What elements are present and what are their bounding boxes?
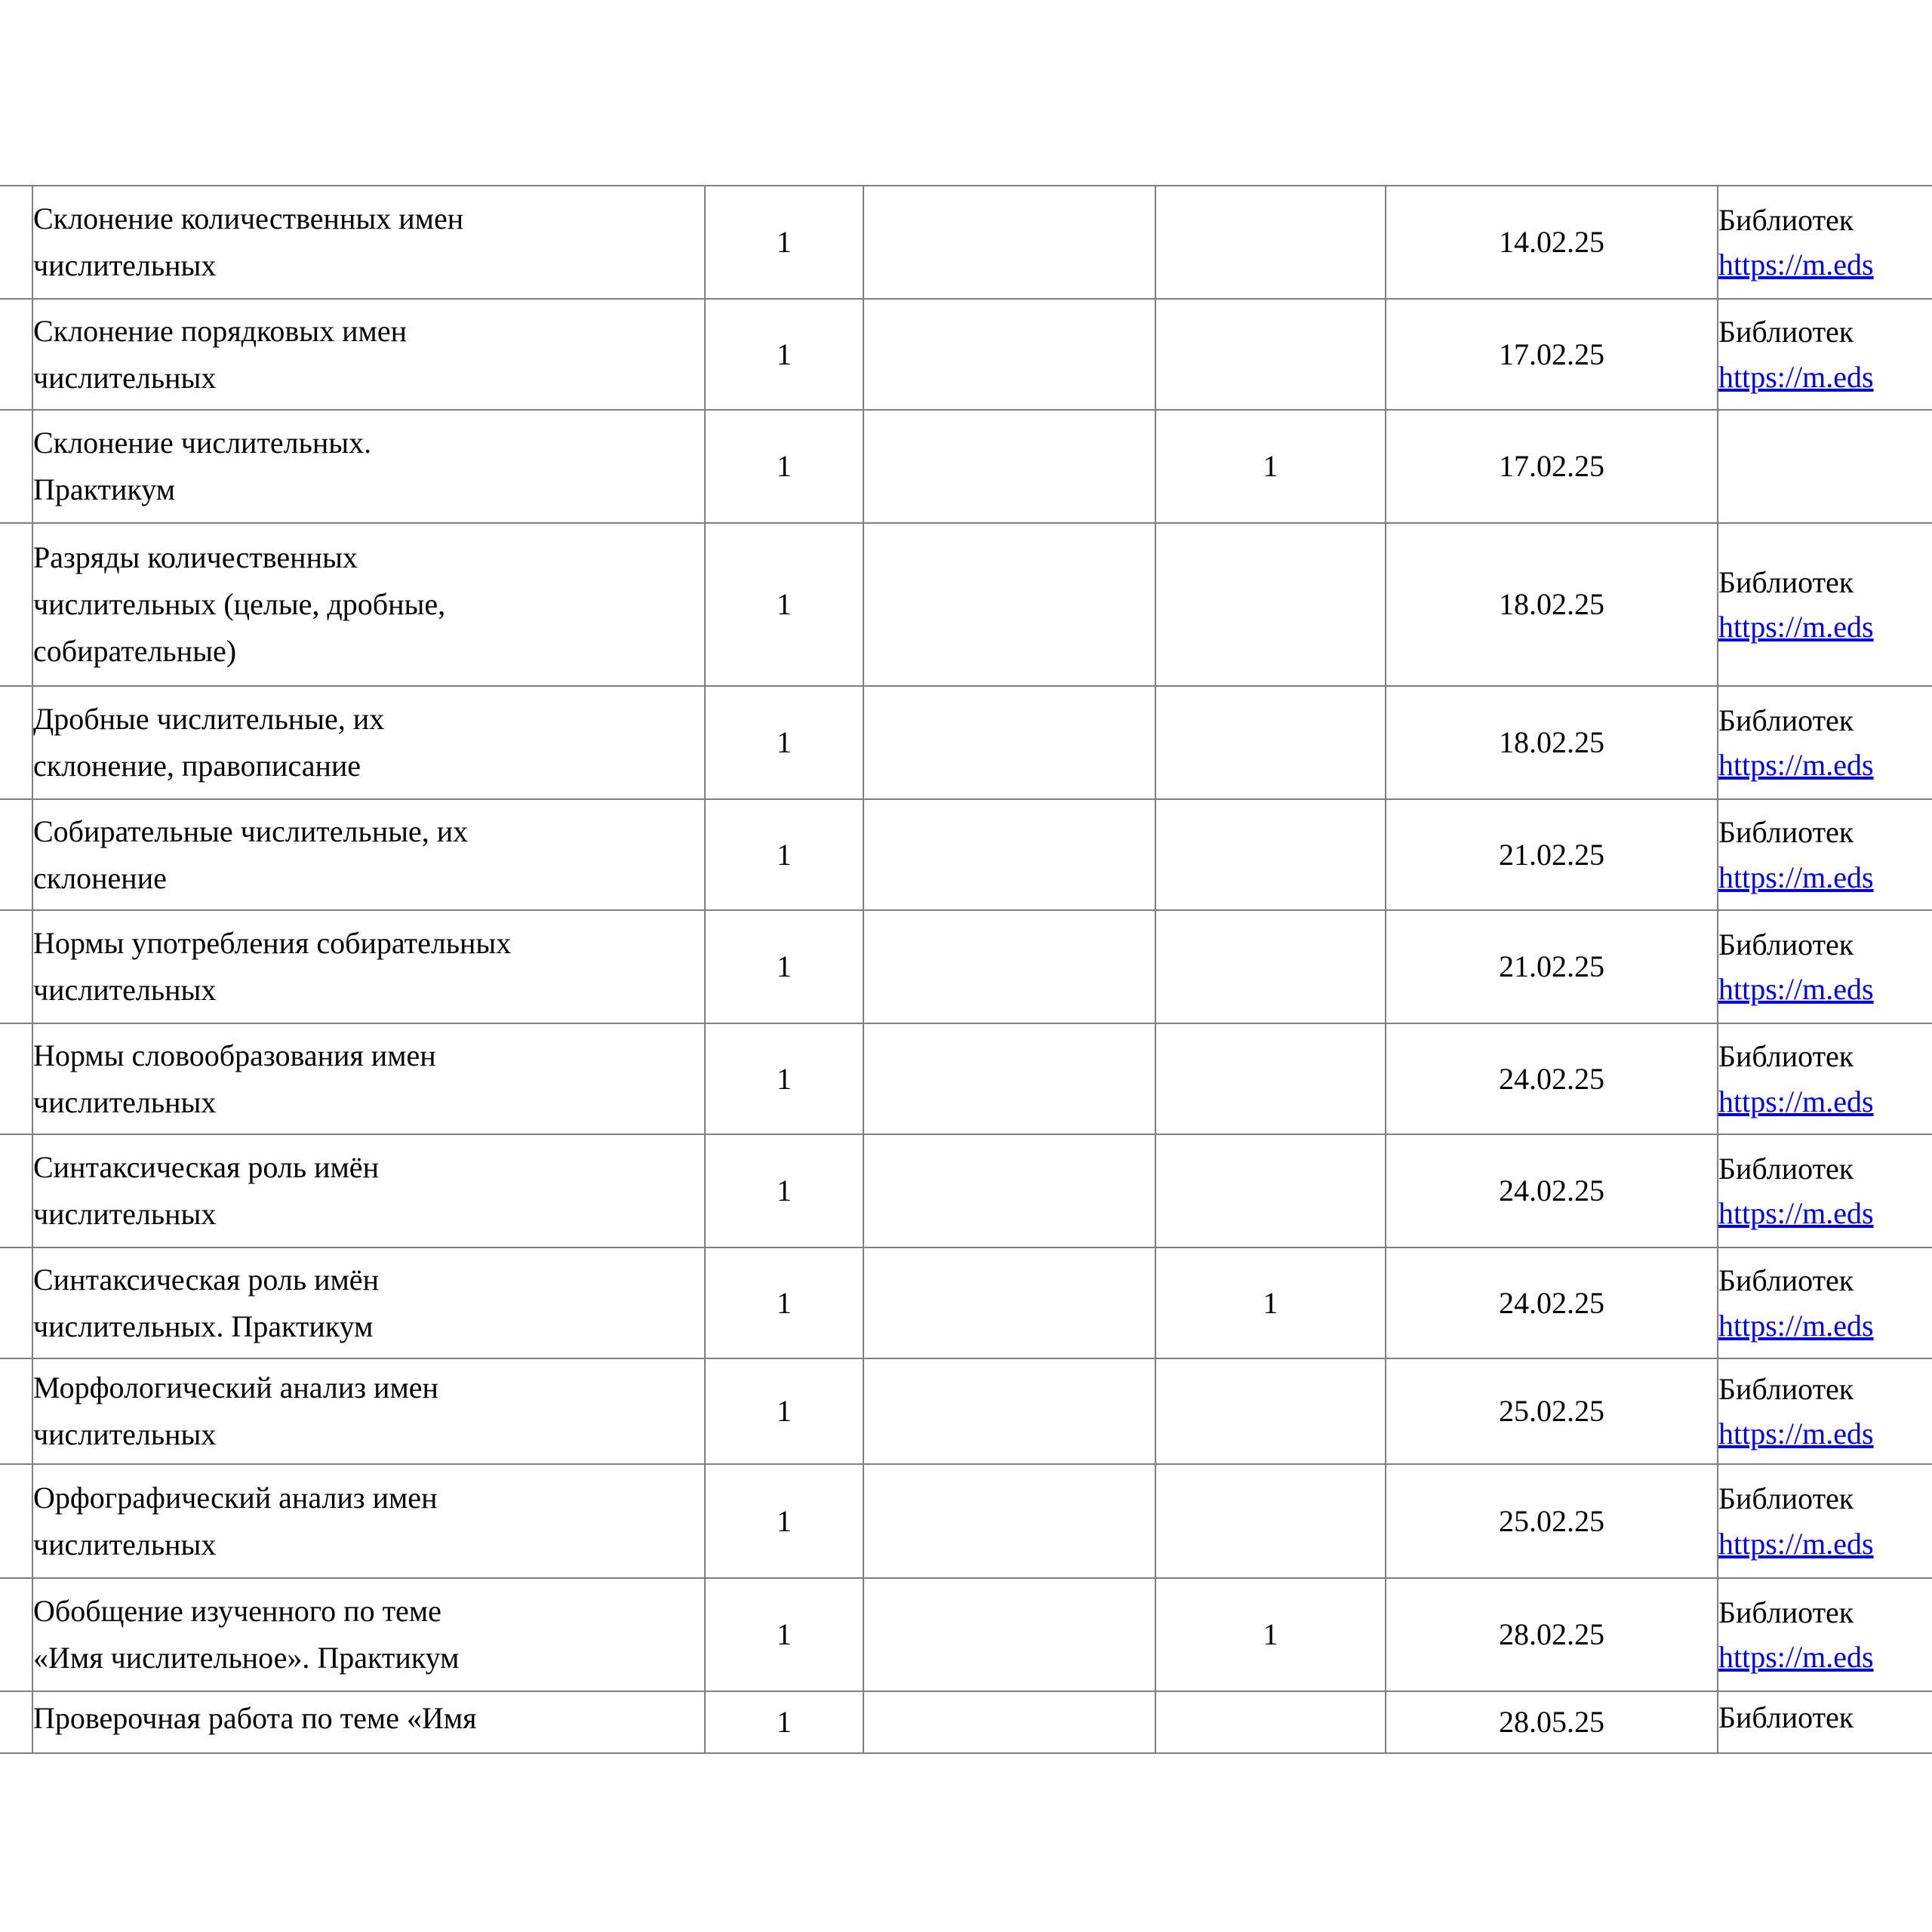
resource-hyperlink[interactable]: https://m.eds bbox=[1718, 1417, 1874, 1451]
row-ordinal-cell bbox=[0, 410, 32, 523]
topic-line: Синтаксическая роль имён bbox=[33, 1262, 379, 1297]
topic-line: Орфографический анализ имен bbox=[33, 1480, 438, 1515]
resource-cell bbox=[1718, 1578, 1932, 1691]
row-ordinal-cell bbox=[0, 1691, 32, 1753]
practical-work-cell bbox=[1155, 1358, 1386, 1464]
topic-cell bbox=[32, 1134, 705, 1247]
resource-hyperlink[interactable]: https://m.eds bbox=[1718, 860, 1874, 894]
table-row bbox=[0, 1691, 1932, 1753]
resource-hyperlink[interactable]: https://m.eds bbox=[1718, 248, 1874, 281]
topic-cell bbox=[32, 910, 705, 1023]
topic-line: Практикум bbox=[33, 472, 176, 506]
topic-line: Нормы употребления собирательных bbox=[33, 926, 512, 960]
control-work-cell bbox=[863, 1578, 1155, 1691]
practical-work-cell: 1 bbox=[1155, 410, 1386, 523]
resource-cell bbox=[1718, 1247, 1932, 1358]
hours-cell: 1 bbox=[705, 910, 863, 1023]
topic-line: числительных bbox=[33, 360, 217, 395]
table-viewport bbox=[0, 185, 1932, 1754]
practical-work-cell bbox=[1155, 523, 1386, 686]
row-ordinal-cell bbox=[0, 1023, 32, 1134]
resource-cell bbox=[1718, 686, 1932, 799]
practical-work-cell bbox=[1155, 186, 1386, 299]
date-cell: 18.02.25 bbox=[1386, 523, 1718, 686]
row-ordinal-cell bbox=[0, 1358, 32, 1464]
hours-cell: 1 bbox=[705, 1578, 863, 1691]
row-ordinal-cell bbox=[0, 910, 32, 1023]
resource-label: Библиотек bbox=[1718, 1700, 1854, 1734]
resource-label: Библиотек bbox=[1718, 927, 1854, 961]
table-row bbox=[0, 299, 1932, 410]
hours-cell: 1 bbox=[705, 1134, 863, 1247]
resource-label: Библиотек bbox=[1718, 815, 1854, 850]
hours-cell: 1 bbox=[705, 1358, 863, 1464]
hours-cell: 1 bbox=[705, 1464, 863, 1578]
date-cell: 18.02.25 bbox=[1386, 686, 1718, 799]
topic-cell bbox=[32, 523, 705, 686]
table-row bbox=[0, 186, 1932, 299]
resource-cell bbox=[1718, 1691, 1932, 1753]
resource-cell bbox=[1718, 910, 1932, 1023]
topic-cell bbox=[32, 1691, 705, 1753]
topic-line: Морфологический анализ имен bbox=[33, 1371, 438, 1404]
control-work-cell bbox=[863, 186, 1155, 299]
hours-cell: 1 bbox=[705, 299, 863, 410]
resource-label: Библиотек bbox=[1718, 1151, 1854, 1186]
resource-hyperlink[interactable]: https://m.eds bbox=[1718, 610, 1874, 644]
topic-line: Проверочная работа по теме «Имя bbox=[33, 1701, 477, 1735]
topic-cell bbox=[32, 1578, 705, 1691]
hours-cell: 1 bbox=[705, 1691, 863, 1753]
resource-label: Библиотек bbox=[1718, 1595, 1854, 1629]
table-row bbox=[0, 523, 1932, 686]
resource-cell bbox=[1718, 299, 1932, 410]
resource-label: Библиотек bbox=[1718, 1263, 1854, 1298]
resource-hyperlink[interactable]: https://m.eds bbox=[1718, 1084, 1874, 1118]
control-work-cell bbox=[863, 1134, 1155, 1247]
control-work-cell bbox=[863, 686, 1155, 799]
topic-cell bbox=[32, 799, 705, 910]
resource-label: Библиотек bbox=[1718, 202, 1854, 237]
resource-hyperlink[interactable]: https://m.eds bbox=[1718, 1640, 1874, 1674]
topic-line: числительных bbox=[33, 1417, 217, 1451]
date-cell: 21.02.25 bbox=[1386, 799, 1718, 910]
topic-cell bbox=[32, 299, 705, 410]
row-ordinal-cell bbox=[0, 1134, 32, 1247]
control-work-cell bbox=[863, 1358, 1155, 1464]
topic-cell bbox=[32, 186, 705, 299]
resource-hyperlink[interactable]: https://m.eds bbox=[1718, 359, 1874, 394]
date-cell: 25.02.25 bbox=[1386, 1358, 1718, 1464]
row-ordinal-cell bbox=[0, 299, 32, 410]
control-work-cell bbox=[863, 1247, 1155, 1358]
topic-line: числительных bbox=[33, 248, 217, 282]
resource-label: Библиотек bbox=[1718, 315, 1854, 349]
control-work-cell bbox=[863, 410, 1155, 523]
topic-line: Синтаксическая роль имён bbox=[33, 1150, 379, 1184]
date-cell: 17.02.25 bbox=[1386, 410, 1718, 523]
resource-hyperlink[interactable]: https://m.eds bbox=[1718, 748, 1874, 782]
table-row bbox=[0, 1578, 1932, 1691]
table-row bbox=[0, 1023, 1932, 1134]
practical-work-cell bbox=[1155, 686, 1386, 799]
topic-line: Склонение количественных имен bbox=[33, 202, 464, 235]
hours-cell: 1 bbox=[705, 186, 863, 299]
control-work-cell bbox=[863, 1023, 1155, 1134]
practical-work-cell bbox=[1155, 1691, 1386, 1753]
resource-label: Библиотек bbox=[1718, 703, 1854, 737]
topic-line: Разряды количественных bbox=[33, 540, 358, 574]
date-cell: 17.02.25 bbox=[1386, 299, 1718, 410]
date-cell: 14.02.25 bbox=[1386, 186, 1718, 299]
topic-cell bbox=[32, 1464, 705, 1578]
lesson-plan-table bbox=[0, 185, 1932, 1754]
topic-line: числительных (целые, дробные, bbox=[33, 587, 446, 621]
hours-cell: 1 bbox=[705, 799, 863, 910]
topic-line: Нормы словообразования имен bbox=[33, 1038, 436, 1072]
date-cell: 24.02.25 bbox=[1386, 1134, 1718, 1247]
topic-line: склонение, правописание bbox=[33, 749, 361, 783]
control-work-cell bbox=[863, 523, 1155, 686]
row-ordinal-cell bbox=[0, 1247, 32, 1358]
resource-hyperlink[interactable]: https://m.eds bbox=[1718, 972, 1874, 1006]
date-cell: 24.02.25 bbox=[1386, 1247, 1718, 1358]
resource-cell bbox=[1718, 410, 1932, 523]
topic-line: числительных bbox=[33, 1527, 217, 1561]
date-cell: 25.02.25 bbox=[1386, 1464, 1718, 1578]
topic-line: Обобщение изученного по теме bbox=[33, 1594, 441, 1628]
date-cell: 24.02.25 bbox=[1386, 1023, 1718, 1134]
row-ordinal-cell bbox=[0, 1464, 32, 1578]
table-row bbox=[0, 799, 1932, 910]
resource-hyperlink[interactable]: https://m.eds bbox=[1718, 1196, 1874, 1230]
table-row bbox=[0, 410, 1932, 523]
row-ordinal-cell bbox=[0, 1578, 32, 1691]
topic-line: собирательные) bbox=[33, 634, 237, 668]
topic-line: «Имя числительное». Практикум bbox=[33, 1641, 460, 1675]
date-cell: 28.05.25 bbox=[1386, 1691, 1718, 1753]
table-row bbox=[0, 910, 1932, 1023]
control-work-cell bbox=[863, 799, 1155, 910]
resource-label: Библиотек bbox=[1718, 1481, 1854, 1516]
practical-work-cell bbox=[1155, 1464, 1386, 1578]
topic-line: Дробные числительные, их bbox=[33, 702, 385, 736]
table-row bbox=[0, 1247, 1932, 1358]
topic-line: числительных bbox=[33, 1197, 217, 1231]
topic-line: Склонение числительных. bbox=[33, 426, 372, 460]
topic-cell bbox=[32, 1358, 705, 1464]
row-ordinal-cell bbox=[0, 686, 32, 799]
resource-label: Библиотек bbox=[1718, 1371, 1854, 1406]
date-cell: 21.02.25 bbox=[1386, 910, 1718, 1023]
hours-cell: 1 bbox=[705, 1023, 863, 1134]
topic-cell bbox=[32, 686, 705, 799]
control-work-cell bbox=[863, 910, 1155, 1023]
topic-line: числительных. Практикум bbox=[33, 1309, 374, 1343]
date-cell: 28.02.25 bbox=[1386, 1578, 1718, 1691]
topic-line: Собирательные числительные, их bbox=[33, 814, 469, 848]
table-row bbox=[0, 1358, 1932, 1464]
table-row bbox=[0, 1464, 1932, 1578]
table-row bbox=[0, 686, 1932, 799]
hours-cell: 1 bbox=[705, 686, 863, 799]
topic-cell bbox=[32, 1247, 705, 1358]
practical-work-cell bbox=[1155, 1023, 1386, 1134]
hours-cell: 1 bbox=[705, 523, 863, 686]
resource-cell bbox=[1718, 799, 1932, 910]
resource-cell bbox=[1718, 1134, 1932, 1247]
practical-work-cell: 1 bbox=[1155, 1578, 1386, 1691]
resource-hyperlink[interactable]: https://m.eds bbox=[1718, 1308, 1874, 1343]
practical-work-cell bbox=[1155, 1134, 1386, 1247]
practical-work-cell bbox=[1155, 799, 1386, 910]
hours-cell: 1 bbox=[705, 410, 863, 523]
resource-cell bbox=[1718, 523, 1932, 686]
resource-cell bbox=[1718, 1023, 1932, 1134]
control-work-cell bbox=[863, 1691, 1155, 1753]
practical-work-cell bbox=[1155, 299, 1386, 410]
topic-cell bbox=[32, 1023, 705, 1134]
row-ordinal-cell bbox=[0, 523, 32, 686]
table-body bbox=[0, 186, 1932, 1753]
row-ordinal-cell bbox=[0, 799, 32, 910]
topic-cell bbox=[32, 410, 705, 523]
control-work-cell bbox=[863, 299, 1155, 410]
table-row bbox=[0, 1134, 1932, 1247]
resource-cell bbox=[1718, 1358, 1932, 1464]
resource-cell bbox=[1718, 186, 1932, 299]
resource-cell bbox=[1718, 1464, 1932, 1578]
topic-line: склонение bbox=[33, 860, 167, 895]
practical-work-cell: 1 bbox=[1155, 1247, 1386, 1358]
resource-label: Библиотек bbox=[1718, 565, 1854, 599]
topic-line: числительных bbox=[33, 973, 217, 1007]
resource-hyperlink[interactable]: https://m.eds bbox=[1718, 1526, 1874, 1561]
resource-label: Библиотек bbox=[1718, 1039, 1854, 1074]
topic-line: числительных bbox=[33, 1084, 217, 1119]
topic-line: Склонение порядковых имен bbox=[33, 313, 407, 348]
row-ordinal-cell bbox=[0, 186, 32, 299]
hours-cell: 1 bbox=[705, 1247, 863, 1358]
practical-work-cell bbox=[1155, 910, 1386, 1023]
control-work-cell bbox=[863, 1464, 1155, 1578]
